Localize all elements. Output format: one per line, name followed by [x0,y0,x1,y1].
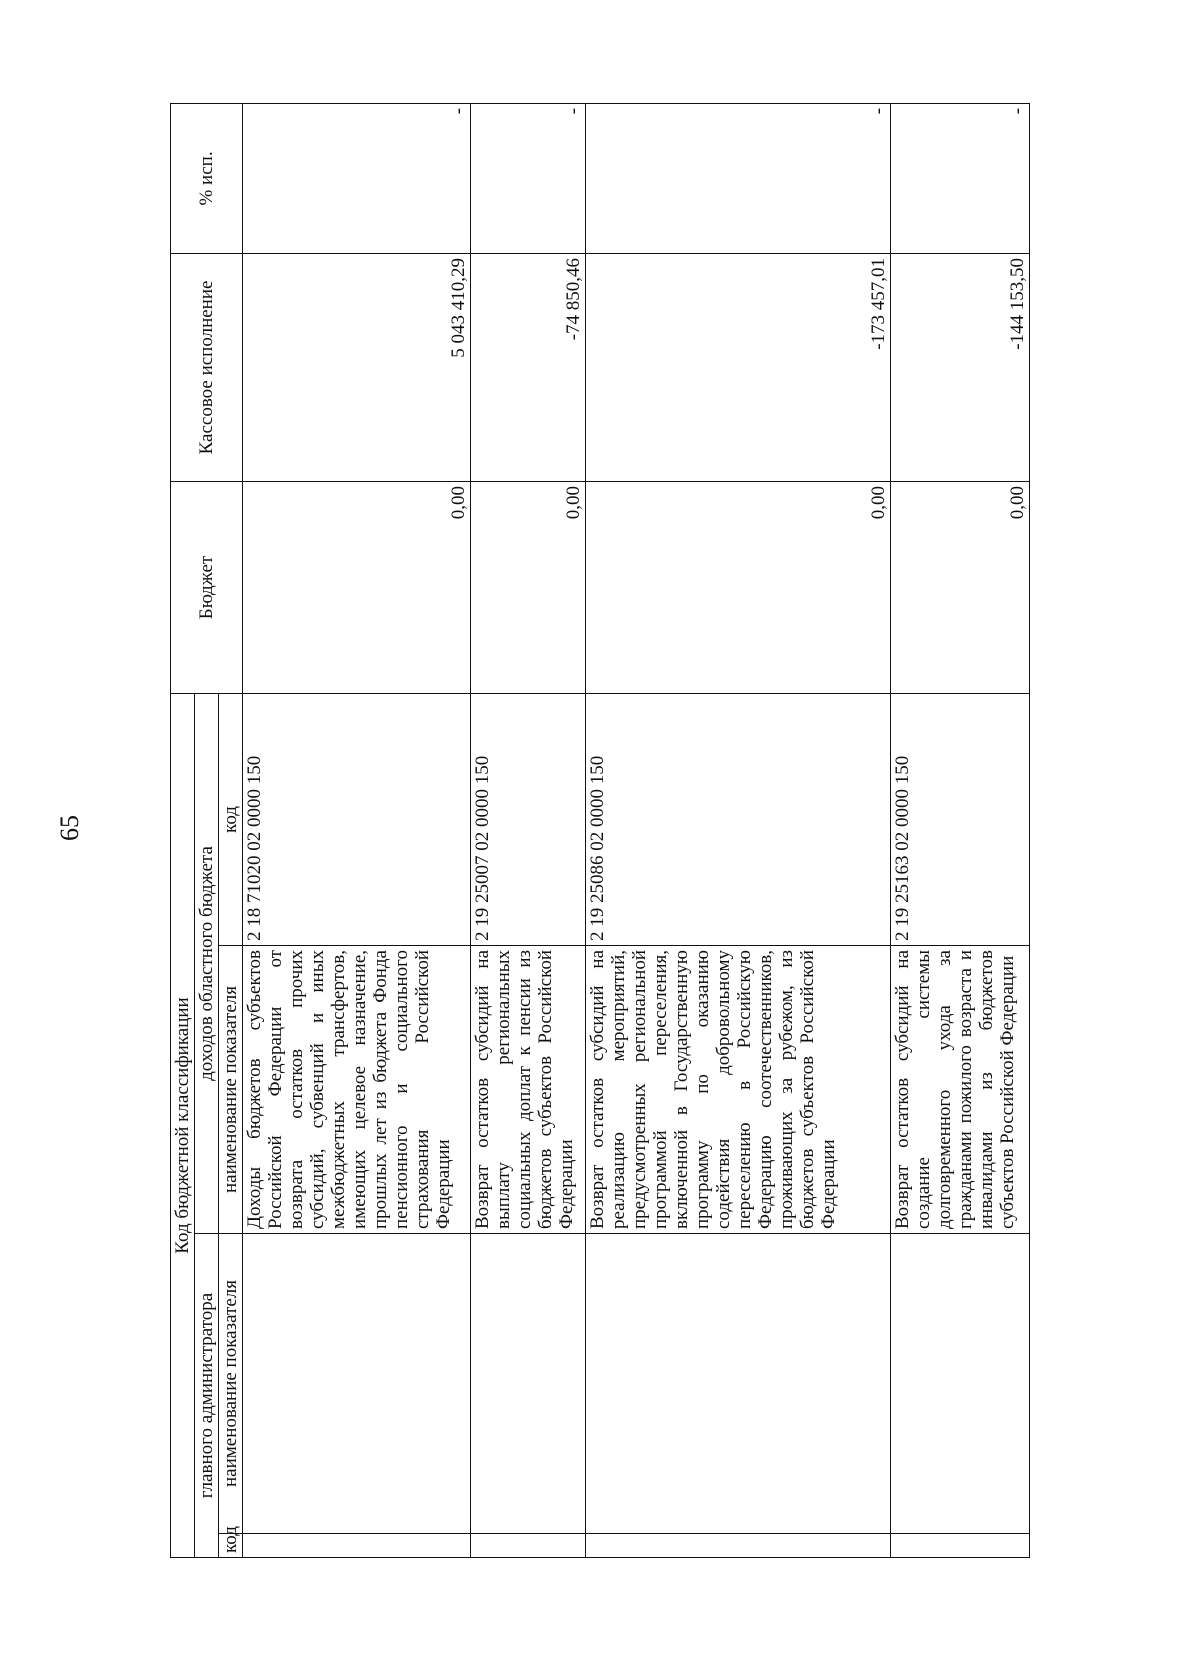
indicator-name-cell: Возврат остатков субсидий на выплату региональных социальных доплат к пенсии из бюджетов субъектов Российской Федерации [471,946,586,1234]
header-budget: Бюджет [171,481,243,693]
budget-cell: 0,00 [891,481,1030,693]
table-row [471,103,586,1557]
header-chief-admin: главного администратора [195,1234,219,1558]
execution-cell: 5 043 410,29 [243,253,471,481]
table-row [586,103,891,1557]
budget-cell: 0,00 [471,481,586,693]
percent-cell: - [586,103,891,253]
admin-name-cell [471,1234,586,1534]
admin-code-cell [243,1534,471,1558]
header-revenue-code: код [219,693,243,945]
indicator-name-cell: Доходы бюджетов субъектов Российской Федерации от возврата остатков прочих субсидий, субвенций и иных межбюджетных трансфертов, имеющих целевое назначение, прошлых лет из бюджета Фонда пенсионного и социального страхования Российской Федерации [243,946,471,1234]
admin-code-cell [891,1534,1030,1558]
header-revenue-name: наименование показателя [219,946,243,1234]
revenue-code-cell: 2 19 25163 02 0000 150 [891,693,1030,945]
admin-name-cell [586,1234,891,1534]
budget-cell: 0,00 [243,481,471,693]
budget-table-container [170,104,1030,1558]
revenue-code-cell: 2 19 25086 02 0000 150 [586,693,891,945]
execution-cell: -173 457,01 [586,253,891,481]
admin-name-cell [891,1234,1030,1534]
admin-code-cell [471,1534,586,1558]
rotated-sheet [170,104,1030,1558]
percent-cell: - [243,103,471,253]
table-row [243,103,471,1557]
header-admin-name: наименование показателя [219,1234,243,1534]
budget-table [170,103,1030,1558]
table-row [891,103,1030,1557]
admin-name-cell [243,1234,471,1534]
percent-cell: - [471,103,586,253]
indicator-name-cell: Возврат остатков субсидий на реализацию мероприятий, предусмотренных региональной программой переселения, включенной в Государственную программу по оказанию содействия добровольному переселению в Российскую Федерацию соотечественников, проживающих за рубежом, из бюджетов субъектов Российской Федерации [586,946,891,1234]
admin-code-cell [586,1534,891,1558]
header-revenue: доходов областного бюджета [195,693,219,1233]
header-classification: Код бюджетной классификации [171,693,195,1557]
revenue-code-cell: 2 18 71020 02 0000 150 [243,693,471,945]
percent-cell: - [891,103,1030,253]
header-percent: % исп. [171,103,243,253]
page-number: 65 [55,815,84,841]
execution-cell: -74 850,46 [471,253,586,481]
revenue-code-cell: 2 19 25007 02 0000 150 [471,693,586,945]
budget-cell: 0,00 [586,481,891,693]
indicator-name-cell: Возврат остатков субсидий на создание системы долговременного ухода за гражданами пожилого возраста и инвалидами из бюджетов субъектов Российской Федерации [891,946,1030,1234]
execution-cell: -144 153,50 [891,253,1030,481]
header-cash-execution: Кассовое исполнение [171,253,243,481]
header-admin-code: код [219,1534,243,1558]
